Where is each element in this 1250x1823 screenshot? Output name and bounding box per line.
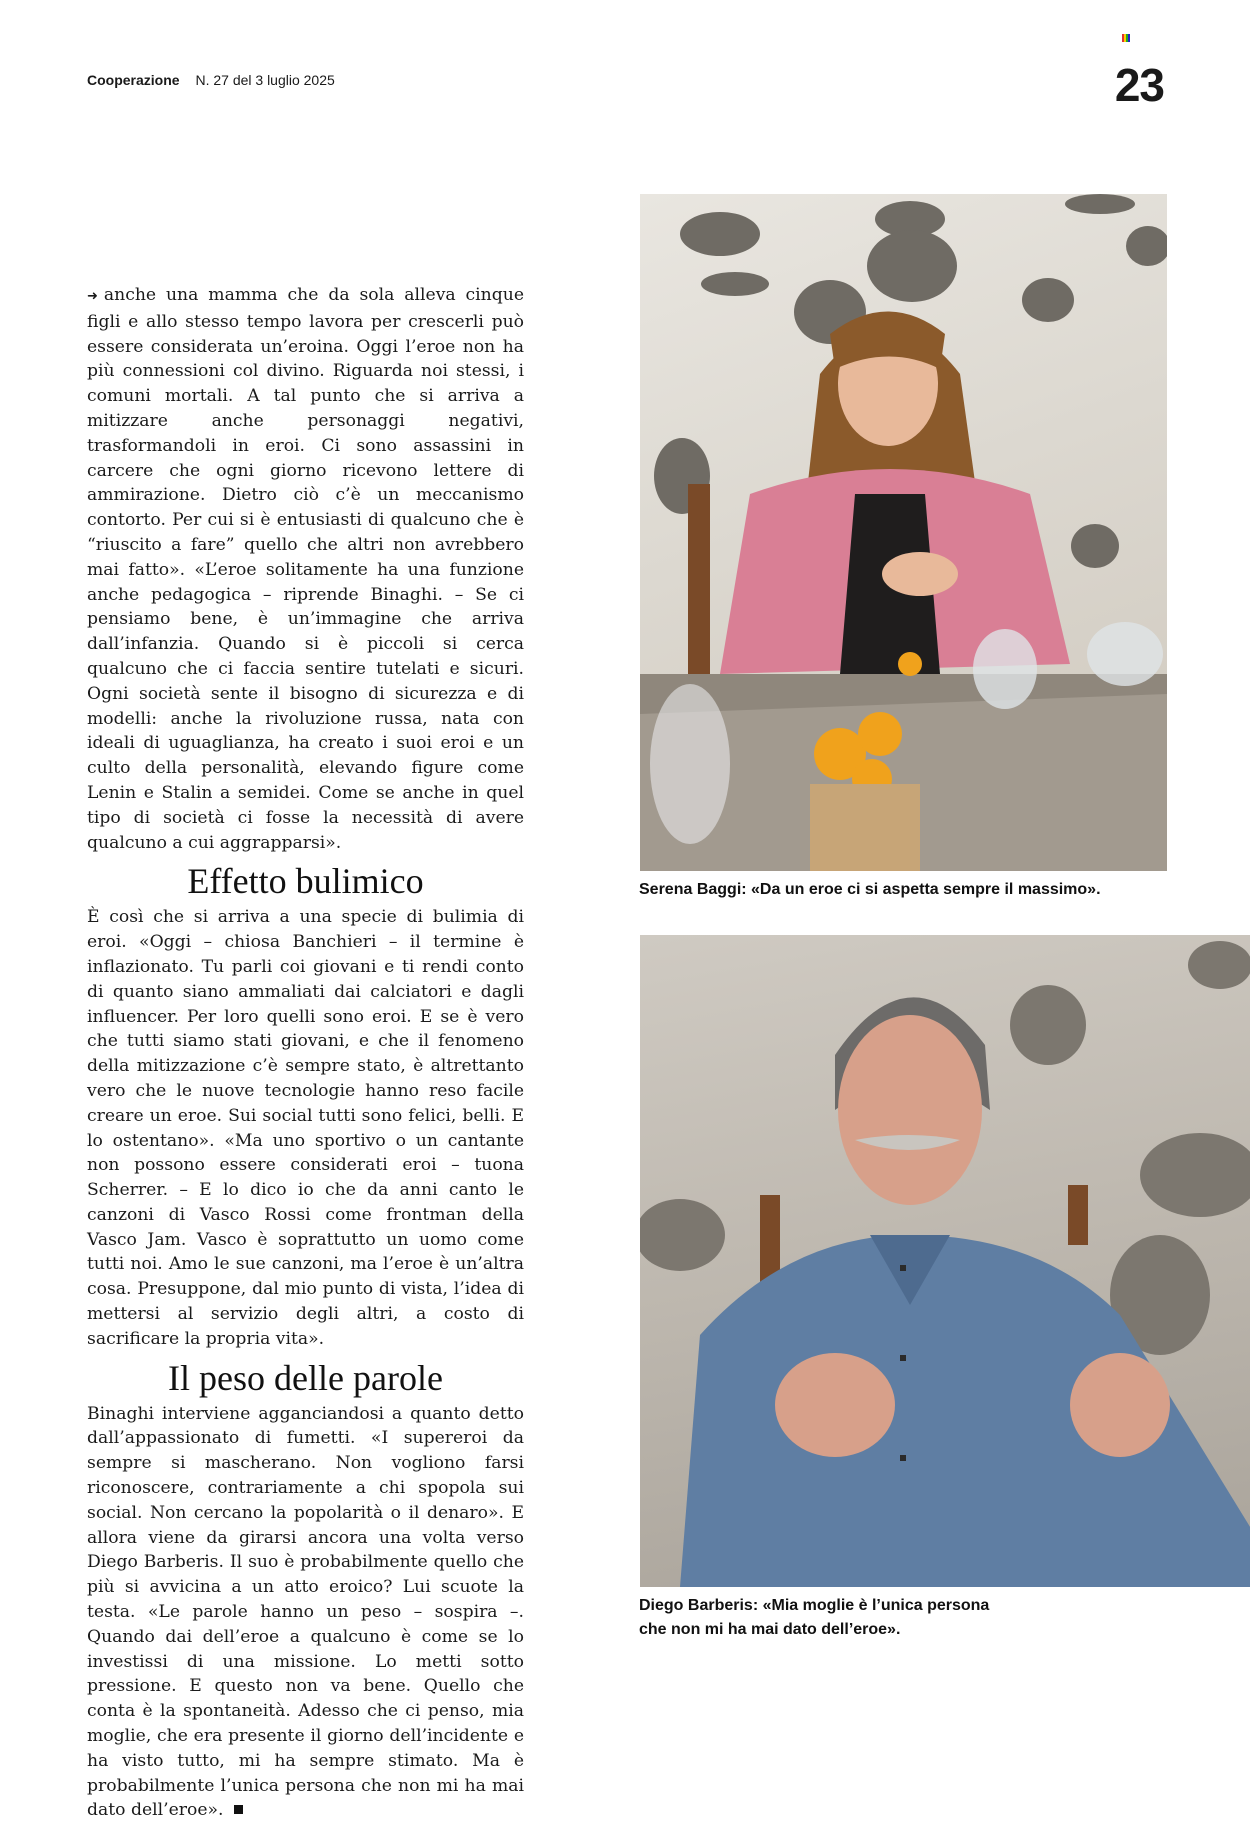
caption-line: Diego Barberis: «Mia moglie è l’unica persona <box>639 1597 990 1614</box>
photo-caption: Serena Baggi: «Da un eroe ci si aspetta sempre il massimo». <box>639 881 1101 898</box>
issue-info: N. 27 del 3 luglio 2025 <box>195 72 335 88</box>
article-paragraph: È così che si arriva a una specie di bulimia di eroi. «Oggi – chiosa Banchieri – il termine è inflazionato. Tu parli coi giovani e ti rendi conto di quanto siano ammaliati dai calciatori e dagli influencer. Per loro quelli sono eroi. E se è vero che tutti siamo stati giovani, e che il fenomeno della mitizzazione c’è sempre stato, è altrettanto vero che le nuove tecnologie hanno reso facile creare un eroe. Sui social tutti sono felici, belli. E lo ostentano». «Ma uno sportivo o un cantante non possono essere considerati eroi – tuona Scherrer. – E lo dico io che da anni canto le canzoni di Vasco Rossi come frontman della Vasco Jam. Vasco è soprattutto un uomo come tutti noi. Amo le sue canzoni, ma l’eroe è un’altra cosa. Presuppone, dal mio punto di vista, l’idea di mettersi al servizio degli altri, a costo di sacrificare la propria vita». <box>87 907 524 1349</box>
color-registration-mark <box>1122 34 1130 42</box>
publication-name: Cooperazione <box>87 72 180 88</box>
photo-diego-barberis <box>640 935 1250 1587</box>
photo-serena-baggi <box>640 194 1167 871</box>
section-heading: Effetto bulimico <box>187 861 424 902</box>
caption-line: che non mi ha mai dato dell’eroe». <box>639 1621 901 1638</box>
portrait-woman-illustration <box>640 194 1167 871</box>
article-paragraph: Binaghi interviene agganciandosi a quanto detto dall’appassionato di fumetti. «I supereroi da sempre si mascherano. Non vogliono farsi riconoscere, contrariamente a chi spopola sui social. Non cercano la popolarità o il denaro». E allora viene da girarsi ancora una volta verso Diego Barberis. Il suo è probabilmente quello che più si avvicina a un atto eroico? Lui scuote la testa. «Le parole hanno un peso – sospira –. Quando dai dell’eroe a qualcuno è come se lo investissi di una missione. Lo metti sotto pressione. E questo non va bene. Quello che conta è la spontaneità. Adesso che ci penso, mia moglie, che era presente il giorno dell’incidente e ha visto tutto, mi ha sempre stimato. Ma è probabilmente l’unica persona che non mi ha mai dato dell’eroe». <box>87 1403 524 1821</box>
page-header <box>87 72 335 88</box>
end-of-article-icon <box>234 1805 243 1814</box>
article-paragraph: ➜ anche una mamma che da sola alleva cinque figli e allo stesso tempo lavora per crescerli può essere considerata un’eroina. Oggi l’eroe non ha più connessioni col divino. Riguarda noi stessi, i comuni mortali. A tal punto che si arriva a mitizzare anche personaggi negativi, trasformandoli in eroi. Ci sono assassini in carcere che ogni giorno ricevono lettere di ammirazione. Dietro ciò c’è un meccanismo contorto. Per cui si è entusiasti di qualcuno che è “riuscito a fare” quello che altri non avrebbero mai fatto». «L’eroe solitamente ha una funzione anche pedagogica – riprende Binaghi. – Se ci pensiamo bene, è un’immagine che arriva dall’infanzia. Quando si è piccoli si cerca qualcuno che ci faccia sentire tutelati e sicuri. Ogni società sente il bisogno di sicurezza e di modelli: anche la rivoluzione russa, nata con ideali di uguaglianza, ha creato i suoi eroi e un culto della personalità, elevando figure come Lenin e Stalin a semidei. Come se anche in quel tipo di società ci fosse la necessità di avere qualcuno a cui aggrapparsi». <box>87 285 524 853</box>
photo-caption <box>639 1594 1019 1642</box>
page-number: 23 <box>1114 59 1164 111</box>
portrait-man-illustration <box>640 935 1250 1587</box>
article-column <box>87 283 524 1823</box>
continuation-arrow-icon: ➜ <box>87 289 98 304</box>
section-heading: Il peso delle parole <box>168 1357 443 1398</box>
